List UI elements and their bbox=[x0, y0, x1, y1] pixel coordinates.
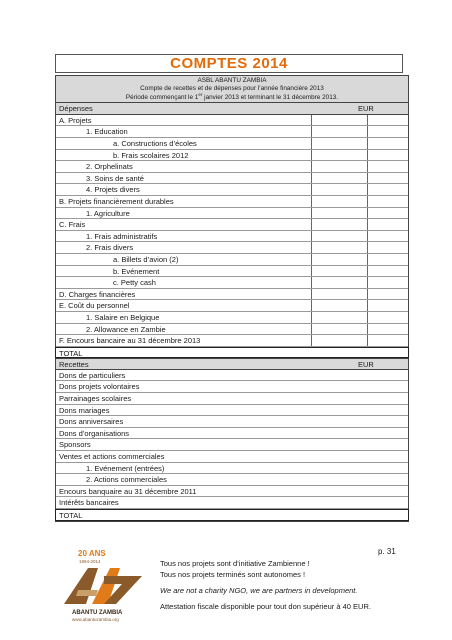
amount-cell bbox=[367, 289, 410, 300]
income-row bbox=[56, 428, 408, 440]
footer-line-4: Attestation fiscale disponible pour tout don supérieur à 40 EUR. bbox=[160, 602, 371, 611]
logo-years-title: 20 ANS bbox=[78, 549, 106, 558]
expenses-row-label: 2. Allowance en Zambie bbox=[86, 324, 166, 334]
amount-cell bbox=[367, 138, 410, 149]
amount-cell bbox=[367, 208, 410, 219]
amount-cell bbox=[311, 312, 367, 323]
expenses-currency: EUR bbox=[358, 104, 374, 114]
income-row-label: Dons de particuliers bbox=[59, 370, 126, 380]
footer-line-1: Tous nos projets sont d’initiative Zambienne ! bbox=[160, 559, 310, 568]
expenses-row-label: 4. Projets divers bbox=[86, 185, 140, 195]
expenses-row-label: 2. Orphelinats bbox=[86, 162, 133, 172]
amount-cell bbox=[367, 324, 410, 335]
document-title: COMPTES 2014 bbox=[170, 55, 288, 72]
amount-cell bbox=[367, 161, 410, 172]
income-row bbox=[56, 486, 408, 498]
footer-line-3: We are not a charity NGO, we are partners in development. bbox=[160, 586, 358, 595]
amount-cell bbox=[311, 335, 367, 346]
amount-cell bbox=[367, 312, 410, 323]
organization-name: ASBL ABANTU ZAMBIA bbox=[197, 77, 267, 84]
amount-cell bbox=[311, 173, 367, 184]
logo-name: ABANTU ZAMBIA bbox=[72, 610, 123, 616]
page-number: p. 31 bbox=[378, 547, 396, 556]
amount-cell bbox=[367, 173, 410, 184]
expenses-row-label: 1. Agriculture bbox=[86, 208, 130, 218]
income-row-label: Encours banquaire au 31 décembre 2011 bbox=[59, 486, 197, 496]
amount-cell bbox=[311, 150, 367, 161]
amount-cell bbox=[367, 126, 410, 137]
expenses-row bbox=[56, 324, 408, 336]
header-line-2 bbox=[56, 91, 408, 102]
amount-cell bbox=[311, 126, 367, 137]
amount-cell bbox=[311, 115, 367, 126]
table-header bbox=[56, 75, 408, 103]
expenses-row-label: F. Encours bancaire au 31 décembre 2013 bbox=[59, 336, 201, 346]
expenses-row-label: A. Projets bbox=[59, 115, 92, 125]
amount-cell bbox=[311, 266, 367, 277]
expenses-row-label: 2. Frais divers bbox=[86, 243, 134, 253]
amount-cell bbox=[367, 115, 410, 126]
expenses-row-label: C. Frais bbox=[59, 220, 86, 230]
abantu-zambia-logo bbox=[58, 546, 148, 628]
expenses-row bbox=[56, 254, 408, 266]
expenses-heading-row bbox=[56, 103, 408, 115]
expenses-row-label: B. Projets financièrement durables bbox=[59, 196, 174, 206]
header-line-1: Compte de recettes et de dépenses pour l’année financière 2013 bbox=[140, 85, 324, 93]
expenses-row bbox=[56, 126, 408, 138]
amount-cell bbox=[311, 208, 367, 219]
expenses-row bbox=[56, 335, 408, 347]
income-row-label: Sponsors bbox=[59, 440, 91, 450]
amount-cell bbox=[311, 289, 367, 300]
expenses-row bbox=[56, 150, 408, 162]
expenses-row-label: 1. Salaire en Belgique bbox=[86, 312, 160, 322]
expenses-total-row bbox=[55, 347, 409, 359]
income-row bbox=[56, 474, 408, 486]
expenses-row bbox=[56, 242, 408, 254]
expenses-row bbox=[56, 138, 408, 150]
income-row-label: Dons anniversaires bbox=[59, 417, 124, 427]
expenses-row-label: b. Evénement bbox=[113, 266, 160, 276]
income-row bbox=[56, 381, 408, 393]
amount-cell bbox=[311, 254, 367, 265]
income-list bbox=[56, 370, 408, 509]
income-total-label: TOTAL bbox=[59, 511, 83, 520]
expenses-row bbox=[56, 161, 408, 173]
expenses-row bbox=[56, 208, 408, 220]
amount-cell bbox=[367, 300, 410, 311]
income-row bbox=[56, 451, 408, 463]
expenses-row bbox=[56, 173, 408, 185]
amount-cell bbox=[311, 138, 367, 149]
amount-cell bbox=[311, 324, 367, 335]
income-row-label: 2. Actions commerciales bbox=[86, 475, 167, 485]
accounts-table bbox=[55, 75, 409, 522]
expenses-row bbox=[56, 266, 408, 278]
expenses-row-label: c. Petty cash bbox=[113, 278, 156, 288]
amount-cell bbox=[367, 150, 410, 161]
expenses-row-label: b. Frais scolaires 2012 bbox=[113, 150, 189, 160]
amount-cell bbox=[367, 219, 410, 230]
expenses-row bbox=[56, 196, 408, 208]
amount-cell bbox=[311, 196, 367, 207]
amount-cell bbox=[367, 196, 410, 207]
expenses-row-label: 3. Soins de santé bbox=[86, 173, 144, 183]
amount-cell bbox=[311, 242, 367, 253]
amount-cell bbox=[367, 335, 410, 346]
income-row-label: Ventes et actions commerciales bbox=[59, 452, 165, 462]
expenses-row bbox=[56, 277, 408, 289]
amount-cell bbox=[311, 184, 367, 195]
expenses-row-label: D. Charges financières bbox=[59, 289, 136, 299]
amount-cell bbox=[311, 300, 367, 311]
income-row bbox=[56, 439, 408, 451]
income-row-label: Dons d’organisations bbox=[59, 428, 130, 438]
amount-cell bbox=[367, 277, 410, 288]
income-row bbox=[56, 463, 408, 475]
income-row-label: Dons mariages bbox=[59, 405, 110, 415]
income-row bbox=[56, 405, 408, 417]
logo-years-range: 1994-2014 bbox=[79, 559, 101, 564]
income-row-label: Dons projets volontaires bbox=[59, 382, 140, 392]
document-title-box bbox=[55, 54, 403, 73]
expenses-row bbox=[56, 219, 408, 231]
expenses-list bbox=[56, 115, 408, 347]
header-line-2-end: janvier 2013 et terminant le 31 décembre 2013. bbox=[202, 93, 339, 101]
header-line-2-sup: er bbox=[198, 91, 203, 97]
amount-cell bbox=[311, 161, 367, 172]
income-row-label: Parrainages scolaires bbox=[59, 394, 132, 404]
income-currency: EUR bbox=[358, 360, 374, 370]
income-heading: Recettes bbox=[59, 360, 89, 370]
income-row bbox=[56, 416, 408, 428]
income-row bbox=[56, 393, 408, 405]
income-row-label: 1. Evénement (entrées) bbox=[86, 463, 165, 473]
expenses-total-label: TOTAL bbox=[59, 348, 83, 358]
amount-cell bbox=[367, 184, 410, 195]
amount-cell bbox=[367, 231, 410, 242]
amount-cell bbox=[311, 219, 367, 230]
amount-cell bbox=[367, 254, 410, 265]
expenses-row bbox=[56, 312, 408, 324]
logo-url: www.abantuzambia.org bbox=[72, 617, 119, 622]
expenses-heading: Dépenses bbox=[59, 104, 93, 114]
expenses-row bbox=[56, 300, 408, 312]
expenses-row-label: 1. Education bbox=[86, 127, 128, 137]
amount-cell bbox=[367, 242, 410, 253]
expenses-row bbox=[56, 115, 408, 127]
footer-line-2: Tous nos projets terminés sont autonomes ! bbox=[160, 570, 306, 579]
expenses-row-label: 1. Frais administratifs bbox=[86, 231, 158, 241]
amount-cell bbox=[367, 266, 410, 277]
expenses-row bbox=[56, 231, 408, 243]
expenses-row bbox=[56, 289, 408, 301]
expenses-row-label: E. Coût du personnel bbox=[59, 301, 130, 311]
expenses-row bbox=[56, 184, 408, 196]
header-line-2-start: Période commençant le 1 bbox=[125, 93, 199, 101]
expenses-row-label: a. Constructions d’écoles bbox=[113, 139, 197, 148]
income-heading-row bbox=[56, 358, 408, 370]
amount-cell bbox=[311, 231, 367, 242]
income-row bbox=[56, 370, 408, 382]
amount-cell bbox=[311, 277, 367, 288]
expenses-row-label: a. Billets d’avion (2) bbox=[113, 254, 179, 264]
income-total-row bbox=[55, 509, 409, 521]
income-row bbox=[56, 497, 408, 509]
income-row-label: Intérêts bancaires bbox=[59, 498, 119, 508]
